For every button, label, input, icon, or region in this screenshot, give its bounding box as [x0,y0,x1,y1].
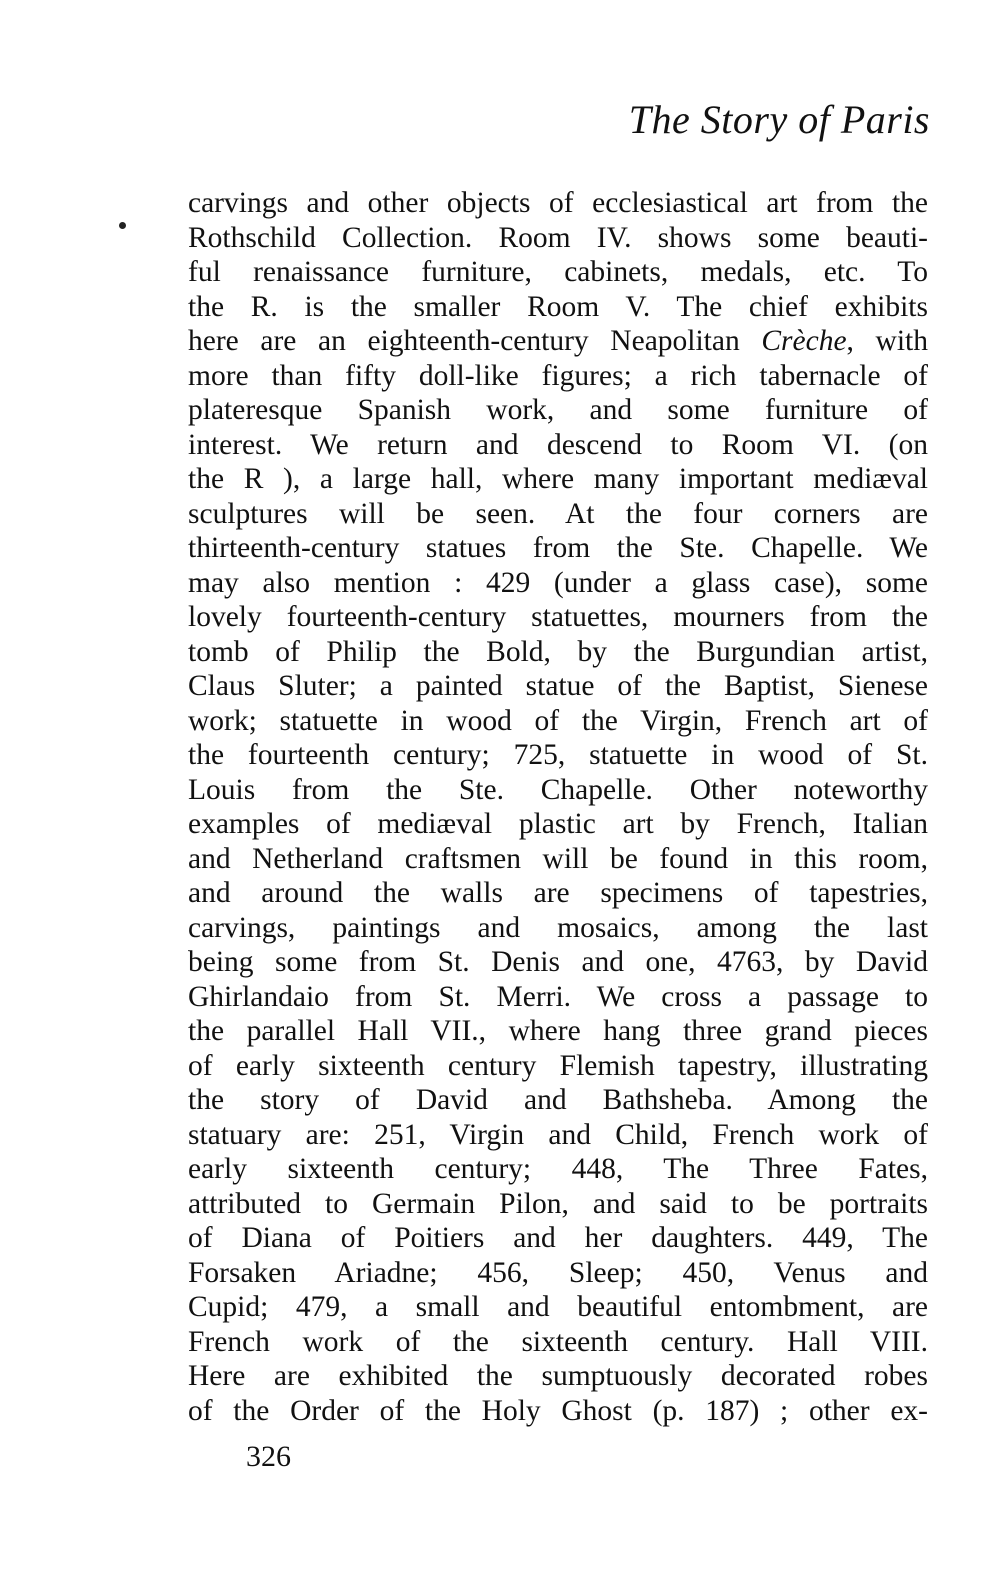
text-line: lovely fourteenth-century statuettes, mourners from the [188,601,928,633]
text-line-part: here are an eighteenth-century Neapolitan [188,325,762,357]
text-line: and around the walls are specimens of tapestries, [188,877,928,909]
text-line: carvings and other objects of ecclesiastical art from the [188,187,928,219]
page-number: 326 [246,1440,291,1473]
text-line: the R ), a large hall, where many important mediæval [188,463,928,495]
text-line: thirteenth-century statues from the Ste. Chapelle. We [188,532,928,564]
text-line: ful renaissance furniture, cabinets, medals, etc. To [188,256,928,288]
text-line: plateresque Spanish work, and some furniture of [188,394,928,426]
text-line: the parallel Hall VII., where hang three grand pieces [188,1015,928,1047]
text-line: early sixteenth century; 448, The Three Fates, [188,1153,928,1185]
text-line [188,324,928,359]
margin-mark [119,222,126,229]
text-line-part: , with [846,325,928,357]
text-line: the story of David and Bathsheba. Among the [188,1084,928,1116]
text-line: Forsaken Ariadne; 456, Sleep; 450, Venus and [188,1256,928,1289]
text-line: Rothschild Collection. Room IV. shows some beauti- [188,221,928,254]
text-line: sculptures will be seen. At the four corners are [188,497,928,530]
text-line: of Diana of Poitiers and her daughters. 449, The [188,1222,928,1254]
text-line: Claus Sluter; a painted statue of the Baptist, Sienese [188,670,928,702]
text-line: the R. is the smaller Room V. The chief exhibits [188,290,928,323]
text-line: Here are exhibited the sumptuously decorated robes [188,1360,928,1392]
body-text [188,186,928,1428]
text-line: examples of mediæval plastic art by French, Italian [188,808,928,840]
emphasized-word: Crèche [761,325,847,357]
text-line: of early sixteenth century Flemish tapestry, illustrating [188,1049,928,1082]
text-line: French work of the sixteenth century. Hall VIII. [188,1325,928,1358]
text-line: tomb of Philip the Bold, by the Burgundian artist, [188,635,928,668]
text-line: Cupid; 479, a small and beautiful entombment, are [188,1291,928,1323]
text-line: being some from St. Denis and one, 4763, by David [188,946,928,978]
text-line: statuary are: 251, Virgin and Child, French work of [188,1118,928,1151]
text-line: may also mention : 429 (under a glass case), some [188,566,928,599]
text-line: carvings, paintings and mosaics, among the last [188,911,928,944]
text-line: Ghirlandaio from St. Merri. We cross a passage to [188,980,928,1013]
text-line: work; statuette in wood of the Virgin, French art of [188,704,928,737]
text-line: of the Order of the Holy Ghost (p. 187) ; other ex- [188,1394,928,1427]
text-line: more than fifty doll-like figures; a rich tabernacle of [188,359,928,392]
text-line: interest. We return and descend to Room VI. (on [188,428,928,461]
text-line: and Netherland craftsmen will be found in this room, [188,842,928,875]
running-head: The Story of Paris [628,97,930,142]
text-line: Louis from the Ste. Chapelle. Other noteworthy [188,773,928,806]
text-line: the fourteenth century; 725, statuette in wood of St. [188,739,928,771]
text-line: attributed to Germain Pilon, and said to be portraits [188,1187,928,1220]
